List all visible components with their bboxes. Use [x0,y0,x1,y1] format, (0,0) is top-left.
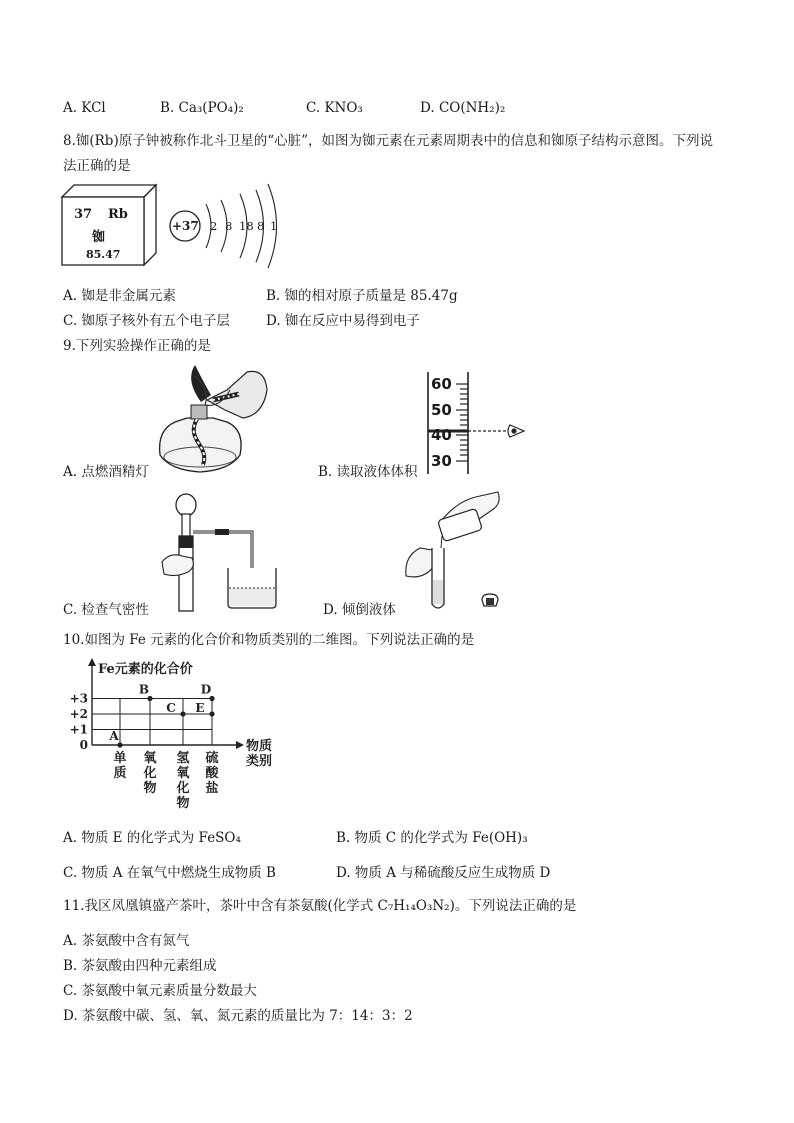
q11-option-a: A. 茶氨酸中含有氮气 [63,933,190,949]
shell-count-1: 2 [210,219,218,233]
q8-option-c: C. 铷原子核外有五个电子层 [63,313,230,329]
alcohol-lamp-figure [155,360,280,480]
theanine-formula: C₇H₁₄O₃N₂ [377,898,450,914]
data-point-E [209,711,214,716]
q10-option-b: B. 物质 C 的化学式为 Fe(OH)₃ [336,830,528,846]
option-text: KNO₃ [324,100,363,116]
option-letter: C. [306,100,321,116]
fe-valence-chart [60,658,300,810]
element-symbol: Rb [108,207,128,222]
q9-option-d: D. 倾倒液体 [323,602,396,618]
data-point-C [180,711,185,716]
y-tick-label: 0 [79,738,88,752]
category-label: 质 [113,766,127,781]
q10-option-d: D. 物质 A 与稀硫酸反应生成物质 D [336,865,551,881]
point-label-B: B [138,682,150,697]
pouring-liquid-figure [398,490,510,614]
q11-option-d: D. 茶氨酸中碳、氢、氧、氮元素的质量比为 7：14：3：2 [63,1008,413,1024]
q7-option-d [420,99,505,117]
option-letter: D. [420,100,435,116]
point-label-A: A [109,729,119,743]
option-letter: A. [63,100,78,116]
chart-ylabel: Fe元素的化合价 [98,662,193,677]
category-label: 盐 [205,781,219,796]
data-point-A [117,742,122,747]
q8-option-b: B. 铷的相对原子质量是 85.47g [266,288,458,304]
y-axis-arrow [88,658,96,666]
shell-count-3: 18 [239,219,254,233]
q9-option-c: C. 检查气密性 [63,602,149,618]
cylinder-tick-30: 30 [431,452,452,470]
shell-count-5: 1 [270,219,278,233]
element-mass: 85.47 [86,248,121,261]
q7-option-c [306,99,363,117]
point-label-D: D [200,682,212,697]
q8-stem-line1: 8.铷(Rb)原子钟被称作北斗卫星的“心脏”，如图为铷元素在元素周期表中的信息和铷原子结构示意图。下列说 [63,133,714,149]
option-text: KCl [81,100,106,116]
option-text: CO(NH₂)₂ [438,100,506,116]
shell-count-4: 8 [257,219,265,233]
category-label: 氧 [176,766,190,781]
q11-stem-suffix: )。下列说法正确的是 [449,898,577,914]
cylinder-tick-40: 40 [431,426,452,444]
q10-option-a: A. 物质 E 的化学式为 FeSO₄ [63,830,241,846]
category-label: 物 [143,781,157,796]
option-letter: B. [160,100,175,116]
cylinder-tick-60: 60 [431,375,452,393]
category-label: 氢 [176,751,190,766]
airtightness-figure [160,492,280,614]
category-label: 硫 [205,751,219,766]
q8-option-d: D. 铷在反应中易得到电子 [266,313,420,329]
q11-stem [63,897,576,915]
q11-stem-prefix: 11.我区凤凰镇盛产茶叶，茶叶中含有茶氨酸(化学式 [63,898,378,914]
q11-option-c: C. 茶氨酸中氧元素质量分数最大 [63,983,257,999]
element-number: 37 [74,207,93,222]
y-tick-label: +3 [69,691,88,706]
category-label: 单 [113,751,127,766]
category-label: 化 [143,766,157,781]
category-label: 化 [176,781,190,796]
q7-option-b [160,99,244,117]
q8-stem-line2: 法正确的是 [63,158,131,174]
q9-option-a: A. 点燃酒精灯 [63,464,149,480]
category-label: 酸 [205,766,219,781]
y-tick-label: +1 [69,722,88,737]
category-label: 物 [176,796,190,811]
chart-xlabel-part2: 类别 [246,754,273,769]
x-axis-arrow [236,741,244,749]
option-text: Ca₃(PO₄)₂ [178,100,244,116]
element-name: 铷 [92,230,106,245]
q11-option-b: B. 茶氨酸由四种元素组成 [63,958,217,974]
category-label: 氧 [143,751,157,766]
q8-option-a: A. 铷是非金属元素 [63,288,176,304]
nucleus-charge: +37 [172,219,199,233]
data-point-D [209,696,214,701]
data-point-B [147,696,152,701]
q10-stem: 10.如图为 Fe 元素的化合价和物质类别的二维图。下列说法正确的是 [63,632,475,648]
q9-stem: 9.下列实验操作正确的是 [63,338,211,354]
q7-option-a [63,99,106,117]
q10-option-c: C. 物质 A 在氧气中燃烧生成物质 B [63,865,276,881]
q9-option-b: B. 读取液体体积 [318,464,418,480]
y-tick-label: +2 [69,707,88,721]
cylinder-tick-50: 50 [431,401,452,419]
shell-count-2: 8 [225,219,233,233]
point-label-C: C [166,701,176,715]
chart-xlabel-part1: 物质 [246,739,273,754]
point-label-E: E [195,701,205,715]
